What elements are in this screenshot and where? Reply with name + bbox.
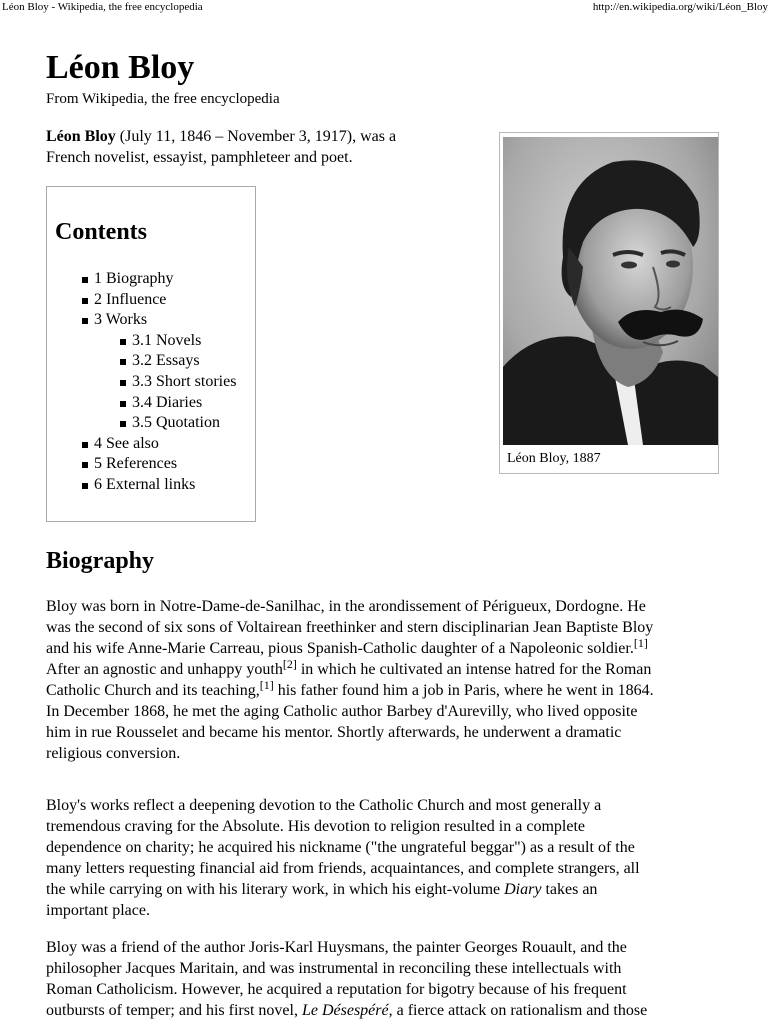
text-segment: in which he cultivated an intense hatred for the Roman [296,661,652,678]
toc-item[interactable] [47,372,255,393]
bullet-icon [82,298,88,304]
book-title: Le Désespéré [301,1002,389,1019]
toc-item[interactable] [47,413,255,434]
text-segment: , a fierce attack on rationalism and those [388,1002,648,1019]
portrait-image[interactable] [503,137,718,445]
toc-item-label[interactable]: 5 References [94,455,178,473]
text-line [46,879,726,900]
text-line: important place. [46,902,150,919]
text-line: Bloy was a friend of the author Joris-Karl Huysmans, the painter Georges Rouault, and the [46,939,627,956]
book-title: Diary [504,881,542,898]
section-heading-biography: Biography [46,548,155,574]
page-title: Léon Bloy [46,49,195,86]
toc-item[interactable] [47,351,255,372]
bullet-icon [82,442,88,448]
text-line [46,659,726,680]
citation-link[interactable]: [1] [259,678,274,692]
text-line [46,1000,726,1021]
bullet-icon [82,318,88,324]
infobox [499,132,719,474]
toc-item[interactable] [47,310,255,331]
toc-item[interactable] [47,290,255,311]
text-line [46,638,726,659]
text-line: him in rue Rousselet and became his mentor. Shortly afterwards, he underwent a dramatic [46,724,622,741]
toc-title: Contents [55,219,148,245]
text-line: religious conversion. [46,745,181,762]
text-line: was the second of six sons of Voltairean freethinker and stern disciplinarian Jean Baptiste Bloy [46,619,654,636]
lead-description: French novelist, essayist, pamphleteer and poet. [46,149,353,166]
text-line: Roman Catholicism. However, he acquired a reputation for bigotry because of his frequent [46,981,627,998]
citation-link[interactable]: [1] [633,636,648,650]
print-header [0,0,768,16]
toc-item-label[interactable]: 2 Influence [94,290,167,308]
lead-name: Léon Bloy [46,128,116,145]
lead-dates: (July 11, 1846 – November 3, 1917), was a [115,128,397,145]
print-header-title: Léon Bloy - Wikipedia, the free encyclopedia [2,1,203,13]
lead-paragraph [46,126,466,168]
toc-item-label[interactable]: 3 Works [94,311,148,329]
table-of-contents [46,186,256,522]
text-line: philosopher Jacques Maritain, and was instrumental in reconciling these intellectuals with [46,960,622,977]
bullet-icon [120,359,126,365]
toc-item[interactable] [47,331,255,352]
biography-paragraph-2 [46,795,726,921]
page-subtitle: From Wikipedia, the free encyclopedia [46,91,280,107]
print-header-url[interactable]: http://en.wikipedia.org/wiki/Léon_Bloy [592,1,768,13]
text-segment: his father found him a job in Paris, where he went in 1864. [273,682,654,699]
toc-item[interactable] [47,454,255,475]
bullet-icon [82,277,88,283]
toc-item[interactable] [47,393,255,414]
text-line: Bloy was born in Notre-Dame-de-Sanilhac, in the arondissement of Périgueux, Dordogne. He [46,598,646,615]
toc-item-label[interactable]: 1 Biography [94,270,174,287]
bullet-icon [120,339,126,345]
toc-item-label[interactable]: 3.4 Diaries [132,393,203,411]
citation-link[interactable]: [2] [282,657,297,671]
toc-item-label[interactable]: 3.5 Quotation [132,414,220,432]
toc-item-label[interactable]: 3.3 Short stories [132,372,237,390]
text-segment: and his wife Anne-Marie Carreau, pious Spanish-Catholic daughter of a Napoleonic soldier. [46,640,634,657]
text-line [46,680,726,701]
toc-item[interactable] [47,269,255,290]
bullet-icon [120,421,126,427]
biography-paragraph-3 [46,937,726,1021]
text-segment: takes an [541,881,598,898]
text-line: tremendous craving for the Absolute. His devotion to religion resulted in a complete [46,818,585,835]
toc-item[interactable] [47,434,255,455]
text-segment: After an agnostic and unhappy youth [46,661,283,678]
toc-list [47,269,255,496]
text-line: dependence on charity; he acquired his nickname ("the ungrateful beggar") as a result of the [46,839,635,856]
toc-item-label[interactable]: 4 See also [94,434,159,452]
text-line: many letters requesting financial aid from friends, acquaintances, and complete strangers, all [46,860,640,877]
toc-item[interactable] [47,475,255,496]
bullet-icon [82,483,88,489]
toc-item-label[interactable]: 3.2 Essays [132,352,200,370]
toc-item-label[interactable]: 6 External links [94,475,196,493]
bullet-icon [120,380,126,386]
text-line: Bloy's works reflect a deepening devotion to the Catholic Church and most generally a [46,797,602,814]
toc-item-label[interactable]: 3.1 Novels [132,331,202,349]
portrait-caption: Léon Bloy, 1887 [507,451,601,466]
bullet-icon [82,462,88,468]
biography-paragraph-1 [46,596,726,764]
text-line: In December 1868, he met the aging Catholic author Barbey d'Aurevilly, who lived opposite [46,703,638,720]
text-segment: the while carrying on with his literary work, in which his eight-volume [46,881,505,898]
text-segment: outbursts of temper; and his first novel, [46,1002,302,1019]
text-segment: Catholic Church and its teaching, [46,682,260,699]
bullet-icon [120,401,126,407]
